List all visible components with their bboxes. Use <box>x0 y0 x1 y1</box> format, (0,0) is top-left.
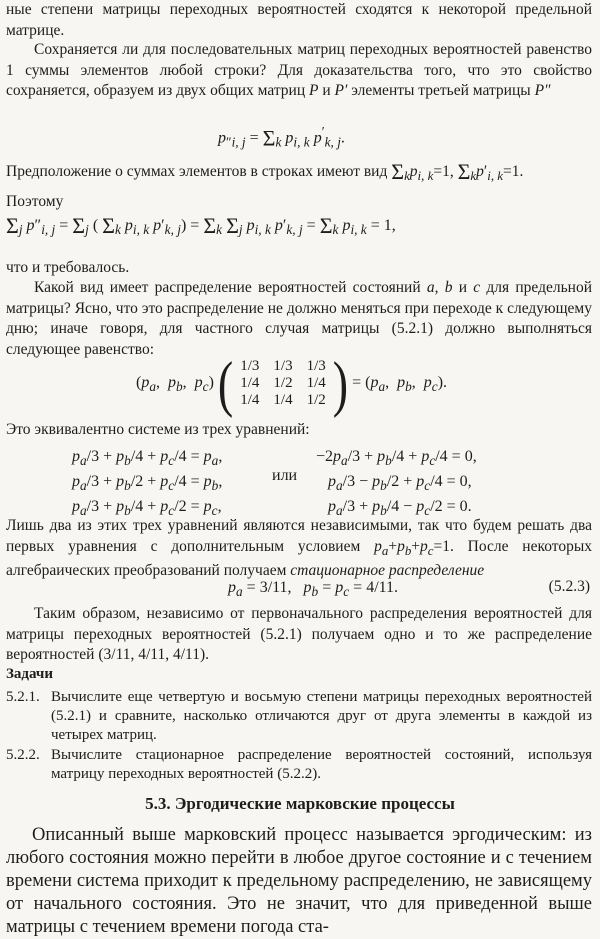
paragraph-9: Описанный выше марковский процесс называется эргодическим: из любого состояния можно перейти в любое другое состояние и с течением времени система приходит к предельному распределению, не зависящему от начального состояния. Это не значит, что для приведенной выше матрицы с течением времени погода ста- <box>6 825 592 937</box>
paragraph-8: Таким образом, независимо от первоначального распределения вероятностей для матрицы переходных вероятностей (5.2.1) получаем одно и то же распределение вероятностей (3/11, 4/11, 4/11). <box>6 605 592 663</box>
section-heading: 5.3. Эргодические марковские процессы <box>145 794 455 813</box>
matrix-cell: 1/4 <box>240 392 260 408</box>
matrix-cell: 1/4 <box>273 392 293 408</box>
paragraph-6: Это эквивалентно системе из трех уравнений: <box>6 421 310 438</box>
matrix-cell: 1/2 <box>273 375 293 391</box>
matrix-row <box>233 375 333 392</box>
equation-stationary: $p_a = 3/11$, $p_b = p_c = 4/11$. <box>228 579 399 600</box>
paragraph-1: ные степени матрицы переходных вероятностей сходятся к некоторой предельной матрице. <box>6 1 592 39</box>
task-1 <box>6 688 592 745</box>
matrix-cell: 1/3 <box>273 358 293 374</box>
emphasis-stationary: стационарное распределение <box>290 562 485 580</box>
paragraph-5: Какой вид имеет распределение вероятностей состояний a, b и c для предельной матрицы? Ясно, что это распределение не должно меняться при переходе к следующему дню; иначе говоря, для частного случая матрицы (5.2.1) должно выполняться следующее равенство: <box>6 279 593 358</box>
matrix-row <box>233 392 333 409</box>
paragraph-7: Лишь два из этих трех уравнений являются независимыми, так что будем решать два первых уравнения с дополнительным условием $p_a+p_b+p_c=1$. После некоторых алгебраических преобразований получаем стационарное распределение <box>6 517 592 580</box>
equation-sum: $\Sigma_j$ $p''_{i, j} = \Sigma_j$ ( $\Sigma_k$ $p_{i, k}$ $p'_{k, j}) = \Sigma_k$ $\Sigma_j$ $p_{i, k}$ $p'_{k, j} = \Sigma_k$ $p_{i, k} = 1$, <box>6 213 396 238</box>
task-1-number: 5.2.1. <box>6 689 40 705</box>
matrix-cell: 1/2 <box>306 392 326 408</box>
paragraph-3: Предположение о суммах элементов в строках имеют вид $\Sigma_kp_{i, k}=1$, $\Sigma_kp'_{i, k}=1$. <box>6 159 524 184</box>
matrix-cell: 1/3 <box>306 358 326 374</box>
task-2-number: 5.2.2. <box>6 747 40 763</box>
matrix-cell: 1/3 <box>240 358 260 374</box>
paragraph-therefore: Поэтому <box>6 193 64 210</box>
task-2-text: Вычислите стационарное распределение вероятностей состояний, используя матрицу переходных вероятностей (5.2.2). <box>51 747 592 782</box>
equation-product: $p_{''i, j} = \Sigma_k$ $p_{i, k}$ $p'_{k, j}$. <box>218 124 345 151</box>
matrix-cell: 1/4 <box>306 375 326 391</box>
system-right: $-2p_a/3 + p_b/4 + p_c/4 = 0$, $p_a/3 - p_b/2 + p_c/4 = 0$, $p_a/3 + p_b/4 - p_c/2 = 0$. <box>316 448 477 519</box>
tasks-heading: Задачи <box>6 666 54 682</box>
paragraph-2: Сохраняется ли для последовательных матриц переходных вероятностей равенство 1 суммы элементов любой строки? Для доказательства того, что это свойство сохраняется, образуем из двух общих матриц P и P′ элементы третьей матрицы P″ <box>6 41 592 99</box>
task-2 <box>6 746 592 784</box>
system-left: $p_a/3 + p_b/4 + p_c/4 = p_a$, $p_a/3 + p_b/2 + p_c/4 = p_b$, $p_a/3 + p_b/4 + p_c/2 = p_c$, <box>72 448 223 519</box>
matrix-cell: 1/4 <box>240 375 260 391</box>
system-or: или <box>272 467 298 484</box>
equation-matrix: ($p_a$, $p_b$, $p_c$) ( 1/3 1/3 1/3 1/4 1/2 1/4 1/4 1/4 1/2 ) = ($p_a$, $p_b$, $p_c$). <box>136 348 448 418</box>
equation-number: (5.2.3) <box>548 578 590 595</box>
transition-matrix: ( 1/3 1/3 1/3 1/4 1/2 1/4 1/4 1/4 1/2 ) <box>217 348 349 418</box>
paragraph-4: что и требовалось. <box>6 259 130 276</box>
task-1-text: Вычислите еще четвертую и восьмую степени матрицы переходных вероятностей (5.2.1) и сравните, насколько отличаются друг от друга элементы в каждой из четырех матриц. <box>51 689 592 743</box>
matrix-row <box>233 358 333 375</box>
